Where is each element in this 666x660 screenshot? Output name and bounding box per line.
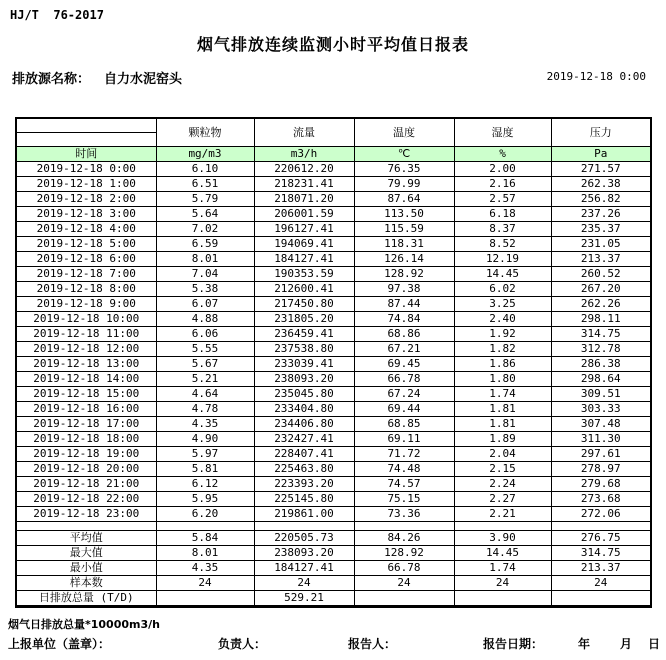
value-cell: 73.36 — [354, 507, 454, 522]
value-cell: 312.78 — [551, 342, 651, 357]
row-label-cell: 2019-12-18 22:00 — [16, 492, 156, 507]
row-label-cell: 2019-12-18 12:00 — [16, 342, 156, 357]
value-cell: 279.68 — [551, 477, 651, 492]
value-cell: 66.78 — [354, 561, 454, 576]
standard-code: HJ/T 76-2017 — [10, 8, 104, 22]
value-cell: 4.90 — [156, 432, 254, 447]
value-cell — [354, 591, 454, 607]
value-cell — [354, 522, 454, 531]
value-cell: 6.18 — [454, 207, 551, 222]
row-label-cell: 样本数 — [16, 576, 156, 591]
value-cell: 276.75 — [551, 531, 651, 546]
row-label-cell: 2019-12-18 18:00 — [16, 432, 156, 447]
value-cell: 7.04 — [156, 267, 254, 282]
row-label-cell: 2019-12-18 9:00 — [16, 297, 156, 312]
value-cell: 24 — [156, 576, 254, 591]
summary-row — [16, 561, 651, 576]
month-label: 月 — [620, 637, 633, 651]
summary-row — [16, 531, 651, 546]
value-cell: 5.81 — [156, 462, 254, 477]
value-cell: 6.51 — [156, 177, 254, 192]
value-cell: 231.05 — [551, 237, 651, 252]
value-cell — [551, 591, 651, 607]
value-cell: 233404.80 — [254, 402, 354, 417]
value-cell: 213.37 — [551, 561, 651, 576]
value-cell: 24 — [354, 576, 454, 591]
hourly-data-row — [16, 252, 651, 267]
empty-header-cell — [16, 118, 156, 133]
value-cell: 4.64 — [156, 387, 254, 402]
value-cell: 4.78 — [156, 402, 254, 417]
hourly-data-row — [16, 372, 651, 387]
signature-line — [0, 635, 666, 651]
hourly-data-row — [16, 387, 651, 402]
hourly-data-row — [16, 177, 651, 192]
value-cell: 235.37 — [551, 222, 651, 237]
value-cell: 238093.20 — [254, 372, 354, 387]
value-cell: 5.84 — [156, 531, 254, 546]
value-cell: 5.67 — [156, 357, 254, 372]
hourly-data-row — [16, 462, 651, 477]
hourly-data-row — [16, 267, 651, 282]
value-cell: 309.51 — [551, 387, 651, 402]
row-label-cell: 2019-12-18 0:00 — [16, 162, 156, 177]
value-cell — [551, 522, 651, 531]
value-cell: 128.92 — [354, 546, 454, 561]
value-cell: 206001.59 — [254, 207, 354, 222]
reporter-label: 报告人： — [348, 637, 397, 651]
value-cell: 238093.20 — [254, 546, 354, 561]
row-label-cell: 2019-12-18 14:00 — [16, 372, 156, 387]
pollutant-header-row — [16, 118, 651, 133]
value-cell: 67.21 — [354, 342, 454, 357]
value-cell: 14.45 — [454, 546, 551, 561]
value-cell: 126.14 — [354, 252, 454, 267]
value-cell: 4.35 — [156, 417, 254, 432]
row-label-cell: 平均值 — [16, 531, 156, 546]
value-cell: 196127.41 — [254, 222, 354, 237]
value-cell: 1.81 — [454, 402, 551, 417]
value-cell: 234406.80 — [254, 417, 354, 432]
report-date-label: 报告日期： — [483, 637, 544, 651]
value-cell: 74.84 — [354, 312, 454, 327]
value-cell: 8.52 — [454, 237, 551, 252]
value-cell: 1.92 — [454, 327, 551, 342]
column-header-humidity: 湿度 — [454, 118, 551, 147]
row-label-cell: 2019-12-18 19:00 — [16, 447, 156, 462]
value-cell: 5.64 — [156, 207, 254, 222]
emission-source-name: 自力水泥窑头 — [104, 72, 183, 87]
value-cell: 303.33 — [551, 402, 651, 417]
hourly-data-row — [16, 432, 651, 447]
row-label-cell: 2019-12-18 10:00 — [16, 312, 156, 327]
value-cell — [156, 522, 254, 531]
value-cell: 4.35 — [156, 561, 254, 576]
value-cell: 2.27 — [454, 492, 551, 507]
value-cell: 69.44 — [354, 402, 454, 417]
table-body — [16, 162, 651, 607]
hourly-average-table — [15, 117, 652, 608]
time-column-header: 时间 — [16, 147, 156, 162]
value-cell: 97.38 — [354, 282, 454, 297]
value-cell: 2.15 — [454, 462, 551, 477]
hourly-data-row — [16, 357, 651, 372]
flow-note: 烟气日排放总量*10000m3/h — [8, 618, 160, 631]
value-cell: 1.82 — [454, 342, 551, 357]
value-cell — [454, 591, 551, 607]
value-cell: 2.00 — [454, 162, 551, 177]
hourly-data-row — [16, 282, 651, 297]
summary-row — [16, 576, 651, 591]
value-cell: 3.25 — [454, 297, 551, 312]
row-label-cell: 2019-12-18 6:00 — [16, 252, 156, 267]
value-cell: 228407.41 — [254, 447, 354, 462]
hourly-data-row — [16, 297, 651, 312]
row-label-cell — [16, 522, 156, 531]
value-cell: 237.26 — [551, 207, 651, 222]
value-cell: 219861.00 — [254, 507, 354, 522]
table-header — [16, 118, 651, 162]
unit-flow: m3/h — [254, 147, 354, 162]
value-cell: 12.19 — [454, 252, 551, 267]
responsible-label: 负责人： — [218, 637, 267, 651]
value-cell: 1.89 — [454, 432, 551, 447]
value-cell: 6.10 — [156, 162, 254, 177]
value-cell: 218231.41 — [254, 177, 354, 192]
value-cell: 184127.41 — [254, 252, 354, 267]
value-cell: 5.79 — [156, 192, 254, 207]
value-cell: 225463.80 — [254, 462, 354, 477]
value-cell: 1.74 — [454, 387, 551, 402]
value-cell: 311.30 — [551, 432, 651, 447]
value-cell: 298.11 — [551, 312, 651, 327]
hourly-data-row — [16, 162, 651, 177]
value-cell: 5.95 — [156, 492, 254, 507]
row-label-cell: 2019-12-18 8:00 — [16, 282, 156, 297]
hourly-data-row — [16, 417, 651, 432]
value-cell: 5.55 — [156, 342, 254, 357]
hourly-data-row — [16, 327, 651, 342]
hourly-data-row — [16, 192, 651, 207]
value-cell: 76.35 — [354, 162, 454, 177]
value-cell: 74.57 — [354, 477, 454, 492]
row-label-cell: 2019-12-18 16:00 — [16, 402, 156, 417]
unit-humidity: % — [454, 147, 551, 162]
value-cell: 286.38 — [551, 357, 651, 372]
value-cell: 4.88 — [156, 312, 254, 327]
value-cell: 256.82 — [551, 192, 651, 207]
value-cell: 262.38 — [551, 177, 651, 192]
column-header-pressure: 压力 — [551, 118, 651, 147]
value-cell: 69.11 — [354, 432, 454, 447]
row-label-cell: 最大值 — [16, 546, 156, 561]
row-label-cell: 2019-12-18 21:00 — [16, 477, 156, 492]
value-cell: 273.68 — [551, 492, 651, 507]
row-label-cell: 2019-12-18 11:00 — [16, 327, 156, 342]
value-cell: 184127.41 — [254, 561, 354, 576]
value-cell: 231805.20 — [254, 312, 354, 327]
summary-row — [16, 591, 651, 607]
value-cell: 267.20 — [551, 282, 651, 297]
value-cell: 68.86 — [354, 327, 454, 342]
value-cell: 307.48 — [551, 417, 651, 432]
value-cell: 66.78 — [354, 372, 454, 387]
value-cell: 8.01 — [156, 546, 254, 561]
value-cell: 223393.20 — [254, 477, 354, 492]
value-cell: 8.37 — [454, 222, 551, 237]
value-cell: 79.99 — [354, 177, 454, 192]
emission-source-line — [12, 68, 182, 87]
row-label-cell: 2019-12-18 3:00 — [16, 207, 156, 222]
row-label-cell: 2019-12-18 2:00 — [16, 192, 156, 207]
row-label-cell: 2019-12-18 23:00 — [16, 507, 156, 522]
row-label-cell: 2019-12-18 1:00 — [16, 177, 156, 192]
hourly-data-row — [16, 222, 651, 237]
row-label-cell: 日排放总量 (T/D) — [16, 591, 156, 607]
row-label-cell: 2019-12-18 7:00 — [16, 267, 156, 282]
value-cell: 71.72 — [354, 447, 454, 462]
value-cell: 225145.80 — [254, 492, 354, 507]
value-cell: 190353.59 — [254, 267, 354, 282]
value-cell: 24 — [254, 576, 354, 591]
value-cell: 6.59 — [156, 237, 254, 252]
row-label-cell: 2019-12-18 15:00 — [16, 387, 156, 402]
row-label-cell: 2019-12-18 17:00 — [16, 417, 156, 432]
value-cell: 298.64 — [551, 372, 651, 387]
value-cell: 68.85 — [354, 417, 454, 432]
column-header-particulate: 颗粒物 — [156, 118, 254, 147]
column-header-temperature: 温度 — [354, 118, 454, 147]
unit-header-row — [16, 147, 651, 162]
value-cell: 314.75 — [551, 546, 651, 561]
value-cell: 1.74 — [454, 561, 551, 576]
page-title: 烟气排放连续监测小时平均值日报表 — [196, 35, 469, 54]
summary-row — [16, 546, 651, 561]
value-cell: 218071.20 — [254, 192, 354, 207]
value-cell: 5.21 — [156, 372, 254, 387]
value-cell: 2.21 — [454, 507, 551, 522]
value-cell: 194069.41 — [254, 237, 354, 252]
value-cell: 217450.80 — [254, 297, 354, 312]
value-cell: 8.01 — [156, 252, 254, 267]
value-cell: 6.07 — [156, 297, 254, 312]
year-label: 年 — [578, 637, 591, 651]
value-cell: 314.75 — [551, 327, 651, 342]
value-cell — [254, 522, 354, 531]
value-cell: 75.15 — [354, 492, 454, 507]
value-cell: 2.24 — [454, 477, 551, 492]
hourly-data-row — [16, 447, 651, 462]
value-cell: 24 — [454, 576, 551, 591]
row-label-cell: 最小值 — [16, 561, 156, 576]
value-cell: 237538.80 — [254, 342, 354, 357]
value-cell: 1.80 — [454, 372, 551, 387]
value-cell: 212600.41 — [254, 282, 354, 297]
value-cell: 5.97 — [156, 447, 254, 462]
hourly-data-row — [16, 402, 651, 417]
row-label-cell: 2019-12-18 20:00 — [16, 462, 156, 477]
value-cell: 3.90 — [454, 531, 551, 546]
report-unit-label: 上报单位（盖章）： — [8, 637, 111, 651]
hourly-data-row — [16, 477, 651, 492]
hourly-data-row — [16, 342, 651, 357]
value-cell: 128.92 — [354, 267, 454, 282]
unit-pressure: Pa — [551, 147, 651, 162]
value-cell: 6.12 — [156, 477, 254, 492]
value-cell: 6.02 — [454, 282, 551, 297]
emission-source-label: 排放源名称： — [12, 72, 91, 87]
value-cell: 213.37 — [551, 252, 651, 267]
value-cell: 278.97 — [551, 462, 651, 477]
report-datetime: 2019-12-18 0:00 — [546, 70, 646, 83]
unit-temperature: ℃ — [354, 147, 454, 162]
value-cell — [454, 522, 551, 531]
value-cell: 260.52 — [551, 267, 651, 282]
value-cell: 529.21 — [254, 591, 354, 607]
value-cell: 74.48 — [354, 462, 454, 477]
value-cell: 271.57 — [551, 162, 651, 177]
value-cell: 115.59 — [354, 222, 454, 237]
value-cell: 220505.73 — [254, 531, 354, 546]
value-cell: 24 — [551, 576, 651, 591]
value-cell: 1.86 — [454, 357, 551, 372]
value-cell: 236459.41 — [254, 327, 354, 342]
value-cell: 220612.20 — [254, 162, 354, 177]
value-cell: 5.38 — [156, 282, 254, 297]
value-cell: 232427.41 — [254, 432, 354, 447]
row-label-cell: 2019-12-18 13:00 — [16, 357, 156, 372]
value-cell: 6.20 — [156, 507, 254, 522]
unit-particulate: mg/m3 — [156, 147, 254, 162]
value-cell: 84.26 — [354, 531, 454, 546]
row-label-cell: 2019-12-18 4:00 — [16, 222, 156, 237]
value-cell: 297.61 — [551, 447, 651, 462]
hourly-data-row — [16, 492, 651, 507]
spacer-row — [16, 522, 651, 531]
day-label: 日 — [648, 637, 661, 651]
value-cell: 262.26 — [551, 297, 651, 312]
hourly-data-row — [16, 312, 651, 327]
row-label-cell: 2019-12-18 5:00 — [16, 237, 156, 252]
value-cell: 2.16 — [454, 177, 551, 192]
value-cell: 14.45 — [454, 267, 551, 282]
value-cell: 118.31 — [354, 237, 454, 252]
value-cell: 69.45 — [354, 357, 454, 372]
value-cell: 6.06 — [156, 327, 254, 342]
hourly-data-row — [16, 207, 651, 222]
hourly-data-row — [16, 507, 651, 522]
value-cell: 1.81 — [454, 417, 551, 432]
value-cell: 2.04 — [454, 447, 551, 462]
value-cell: 272.06 — [551, 507, 651, 522]
value-cell: 87.64 — [354, 192, 454, 207]
value-cell: 7.02 — [156, 222, 254, 237]
value-cell: 67.24 — [354, 387, 454, 402]
value-cell: 233039.41 — [254, 357, 354, 372]
hourly-data-row — [16, 237, 651, 252]
value-cell — [156, 591, 254, 607]
value-cell: 2.57 — [454, 192, 551, 207]
value-cell: 87.44 — [354, 297, 454, 312]
value-cell: 113.50 — [354, 207, 454, 222]
column-header-flow: 流量 — [254, 118, 354, 147]
value-cell: 2.40 — [454, 312, 551, 327]
value-cell: 235045.80 — [254, 387, 354, 402]
empty-header-cell — [16, 133, 156, 147]
